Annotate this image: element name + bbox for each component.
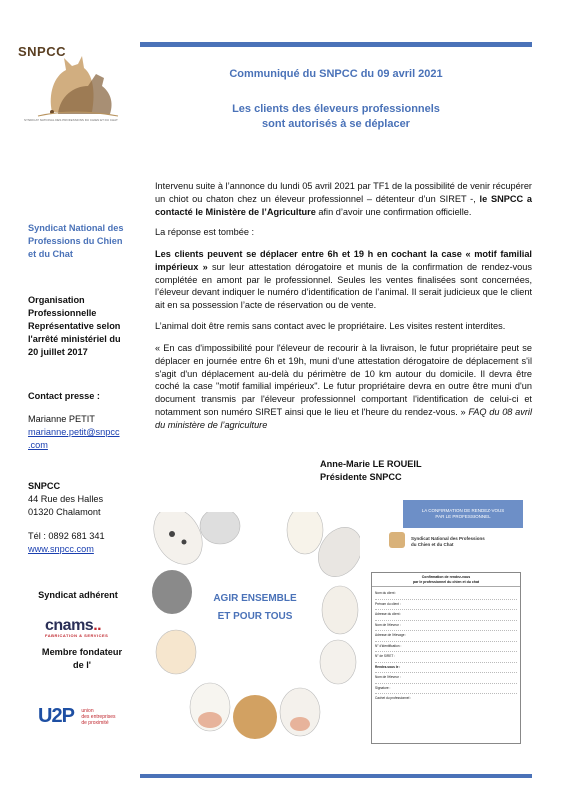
sidebar-rep-line: 20 juillet 2017	[28, 347, 88, 357]
sidebar-address	[28, 480, 138, 556]
form-banner-line: LA CONFIRMATION DE RENDEZ-VOUS	[421, 508, 505, 513]
intro-text-end: afin d’avoir une confirmation officielle.	[315, 206, 472, 217]
form-field: N° de SIRET :	[375, 652, 517, 663]
contact-email-part: marianne.petit@snpcc	[28, 427, 120, 437]
quote-text: « En cas d'impossibilité pour l'éleveur de recourir à la livraison, le futur propriétaire peut se déplacer en journée entre 6h et 19h, muni d'une attestation dérogatoire de déplacement s'il s'agit d'un déplacement au-delà du périmètre de 10 km autour du domicile. Il devra être coché la case "motif familial impérieux". Le futur propriétaire devra en outre être muni d'un document transmis par l'éleveur professionnel comportant l'identification de celui-ci et notamment son numéro SIRET ainsi que le lieu et l'heure du rendez-vous. »	[155, 343, 532, 417]
intro-bold: le SNPCC a contacté le Ministère de l’Agriculture	[155, 193, 533, 217]
form-org	[411, 536, 521, 547]
founder-label	[22, 646, 142, 672]
paragraph-contact: L’animal doit être remis sans contact avec le propriétaire. Les visites restent interdites.	[155, 321, 506, 331]
address-street: 44 Rue des Halles	[28, 494, 104, 504]
sidebar-contact	[28, 390, 138, 452]
paragraph-rules	[155, 248, 532, 312]
u2p-logo	[38, 705, 116, 728]
form-field: Adresse de l'élevage :	[375, 631, 517, 642]
address-name: SNPCC	[28, 481, 61, 491]
contact-email-part: .com	[28, 440, 48, 450]
page-subtitle	[140, 102, 532, 132]
sidebar-org	[28, 222, 138, 261]
rules-bold: Les clients peuvent se déplacer entre 6h et 19 h en cochant la case « motif familial impérieux »	[155, 249, 532, 272]
sidebar-org-line: Syndicat National des	[28, 223, 124, 233]
form-field: Nom du client :	[375, 589, 517, 600]
founder-line: de l'	[72, 660, 91, 670]
paragraph-quote	[155, 342, 532, 432]
website-link[interactable]: www.snpcc.com	[28, 544, 94, 554]
paws-slogan-line: AGIR ENSEMBLE	[213, 593, 297, 604]
quote-source: FAQ du 08 avril du ministère de l’agriculture	[155, 406, 532, 430]
paragraph-response: La réponse est tombée :	[155, 227, 255, 237]
form-banner-line: PAR LE PROFESSIONNEL	[435, 513, 491, 519]
contact-name: Marianne PETIT	[28, 414, 95, 424]
form-field: Nom de l'éleveur :	[375, 621, 517, 632]
form-org-line: Syndicat National des Professions	[411, 536, 485, 541]
form-logo-icon	[389, 532, 405, 548]
sidebar-rep-line: Représentative selon	[28, 321, 121, 331]
form-banner	[403, 500, 523, 528]
form-title-line: par le professionnel du chien et du chat	[412, 579, 480, 584]
form-org-line: du Chien et du Chat	[411, 541, 454, 547]
paws-graphic	[150, 512, 360, 742]
address-city: 01320 Chalamont	[28, 507, 101, 517]
sidebar-rep-line: Professionnelle	[28, 308, 97, 318]
sidebar-org-line: Professions du Chien	[28, 236, 123, 246]
adherent-label: Syndicat adhérent	[38, 590, 118, 600]
sidebar-rep-line: l'arrêté ministériel du	[28, 334, 121, 344]
signature-block	[320, 458, 422, 484]
form-field: N° d'identification :	[375, 642, 517, 653]
form-title-line: Confirmation de rendez-vous	[421, 575, 471, 579]
founder-line: Membre fondateur	[41, 647, 123, 657]
paws-illustration	[150, 512, 360, 742]
subtitle-line: Les clients des éleveurs professionnels	[232, 103, 440, 115]
form-fields	[372, 587, 520, 706]
u2p-logo-text: U2P	[38, 705, 74, 727]
cnams-tagline: FABRICATION & SERVICES	[45, 633, 109, 638]
contact-label: Contact presse :	[28, 391, 100, 401]
u2p-tag-line: des entreprises	[81, 713, 116, 720]
rules-text: sur leur attestation dérogatoire et munis de la confirmation de rendez-vous complétée en amont par le professionnel. Seules les ventes finalisées sont concernées, l’éleveur devant indiquer le numéro d’identification de l’animal. Il serait judicieux que le client ait en sa possession l’acte de réservation ou de vente.	[155, 261, 532, 311]
u2p-tag-line: union	[81, 707, 94, 714]
signature-name: Anne-Marie LE ROUEIL	[320, 459, 422, 469]
form-field: Signature :	[375, 684, 517, 695]
snpcc-logo	[18, 34, 128, 124]
sidebar-org-line: et du Chat	[28, 249, 73, 259]
paws-slogan	[150, 590, 360, 626]
footer-rule	[140, 774, 532, 778]
form-field: Adresse du client :	[375, 610, 517, 621]
contact-email-link[interactable]	[28, 426, 138, 452]
logo-subtext: SYNDICAT NATIONAL DES PROFESSIONS DU CHIEN ET DU CHAT	[24, 118, 118, 122]
cnams-logo: cnams.. FABRICATION & SERVICES	[45, 617, 109, 638]
u2p-tag-line: de proximité	[81, 719, 109, 726]
signature-role: Présidente SNPCC	[320, 472, 402, 482]
form-field: Cachet du professionnel :	[375, 696, 412, 700]
sidebar-representation	[28, 294, 138, 359]
header-rule	[140, 42, 532, 47]
form-sheet	[371, 572, 521, 744]
subtitle-line: sont autorisés à se déplacer	[262, 118, 410, 130]
form-title	[372, 573, 520, 587]
sidebar-rep-line: Organisation	[28, 295, 85, 305]
u2p-tagline	[81, 708, 115, 726]
form-field: Nom de l'éleveur :	[375, 673, 517, 684]
page-title: Communiqué du SNPCC du 09 avril 2021	[229, 68, 443, 80]
intro-text: Intervenu suite à l’annonce du lundi 05 avril 2021 par TF1 de la possibilité de venir récupérer un chiot ou chaton chez un éleveur professionnel – détenteur d’un SIRET -,	[155, 181, 532, 204]
cnams-logo-text: cnams	[45, 617, 94, 634]
phone-number: Tél : 0892 681 341	[28, 531, 105, 541]
paws-slogan-line: ET POUR TOUS	[217, 611, 293, 622]
appointment-form-image	[365, 500, 525, 755]
logo-text: SNPCC	[18, 44, 67, 59]
form-field: Rendez-vous le :	[375, 663, 517, 674]
form-field: Prénom du client :	[375, 600, 517, 611]
paragraph-intro	[155, 180, 532, 218]
